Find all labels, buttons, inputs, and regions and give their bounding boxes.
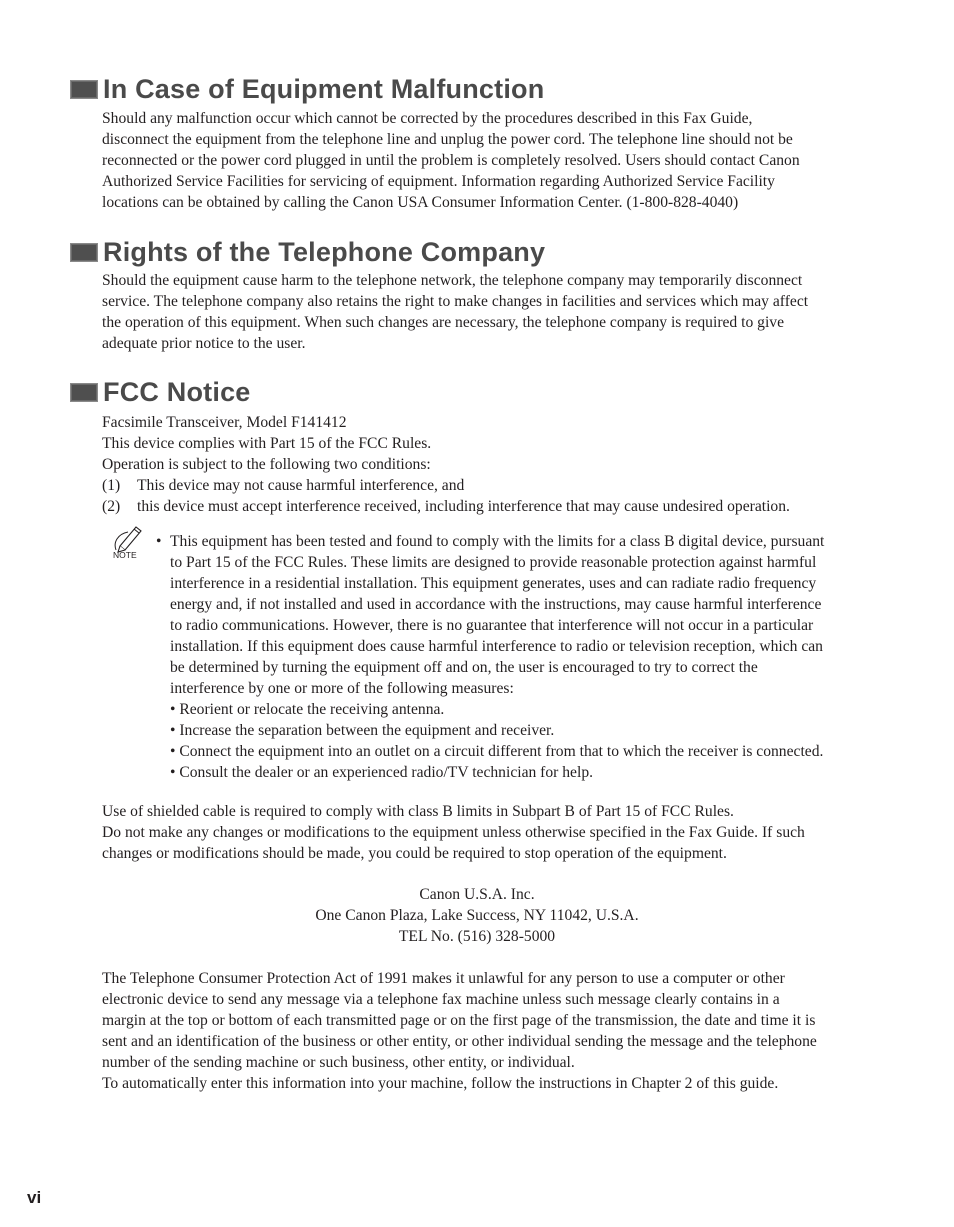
text-line: to radio communications. However, there is no guarantee that interference will not occur in a particular [170, 617, 814, 634]
text-line: Should any malfunction occur which cannot be corrected by the procedures described in this Fax Guide, [102, 110, 753, 127]
text-line: changes or modifications should be made, you could be required to stop operation of the equipment. [102, 845, 727, 862]
list-item: • Consult the dealer or an experienced radio/TV technician for help. [170, 764, 594, 781]
text-line: interference by one or more of the following measures: [170, 680, 514, 697]
text-line: energy and, if not installed and used in accordance with the instructions, may cause harmful interference [170, 596, 822, 613]
condition-item [102, 475, 464, 496]
text-line: Operation is subject to the following two conditions: [102, 456, 431, 473]
condition-number: (2) [102, 498, 121, 515]
text-line: Authorized Service Facilities for servicing of equipment. Information regarding Authorized Service Facility [102, 173, 775, 190]
condition-number: (1) [102, 477, 121, 494]
text-line: reconnected or the power cord plugged in until the problem is completely resolved. Users should contact Canon [102, 152, 800, 169]
text-line: locations can be obtained by calling the Canon USA Consumer Information Center. (1-800-828-4040) [102, 194, 739, 211]
text-line: interference in a residential installation. This equipment generates, uses and can radiate radio frequency [170, 575, 817, 592]
company-street: One Canon Plaza, Lake Success, NY 11042, U.S.A. [315, 907, 639, 924]
text-line: The Telephone Consumer Protection Act of 1991 makes it unlawful for any person to use a computer or other [102, 970, 785, 987]
page-number: vi [27, 1188, 42, 1207]
section-heading-malfunction [70, 72, 544, 106]
note-label: NOTE [113, 550, 137, 560]
text-line: sent and an identification of the business or other entity, or other individual sending the message and the telephone [102, 1033, 817, 1050]
text-line: Should the equipment cause harm to the telephone network, the telephone company may temporarily disconnect [102, 272, 803, 289]
heading-text: FCC Notice [103, 376, 251, 407]
company-phone: TEL No. (516) 328-5000 [398, 928, 556, 945]
company-address [0, 884, 954, 947]
rights-paragraph [102, 270, 892, 354]
text-line: Use of shielded cable is required to comply with class B limits in Subpart B of Part 15 of FCC Rules. [102, 803, 734, 820]
text-line: disconnect the equipment from the telephone line and unplug the power cord. The telephone line should not be [102, 131, 793, 148]
text-line: Facsimile Transceiver, Model F141412 [102, 414, 347, 431]
section-heading-fcc [70, 375, 251, 409]
heading-marker-icon [70, 80, 98, 99]
fcc-intro [102, 412, 892, 475]
section-heading-rights [70, 235, 545, 269]
list-item: • Reorient or relocate the receiving antenna. [170, 701, 445, 718]
text-line: adequate prior notice to the user. [102, 335, 306, 352]
text-line: Do not make any changes or modifications to the equipment unless otherwise specified in the Fax Guide. If such [102, 824, 805, 841]
text-line: number of the sending machine or such business, other entity, or individual. [102, 1054, 575, 1071]
note-bullet: • [156, 533, 162, 550]
heading-marker-icon [70, 383, 98, 402]
list-item: • Increase the separation between the equipment and receiver. [170, 722, 555, 739]
text-line: This equipment has been tested and found to comply with the limits for a class B digital device, pursuant [170, 533, 825, 550]
company-name: Canon U.S.A. Inc. [419, 886, 535, 903]
text-line: service. The telephone company also retains the right to make changes in facilities and services which may affect [102, 293, 809, 310]
text-line: be determined by turning the equipment off and on, the user is encouraged to try to correct the [170, 659, 758, 676]
text-line: to Part 15 of the FCC Rules. These limits are designed to provide reasonable protection against harmful [170, 554, 817, 571]
text-line: To automatically enter this information into your machine, follow the instructions in Chapter 2 of this guide. [102, 1075, 779, 1092]
list-item: • Connect the equipment into an outlet on a circuit different from that to which the receiver is connected. [170, 743, 824, 760]
malfunction-paragraph [102, 108, 892, 213]
heading-marker-icon [70, 243, 98, 262]
tcpa-paragraph [102, 968, 892, 1094]
condition-item [102, 496, 790, 517]
note-body [170, 531, 890, 783]
shielded-cable-paragraph [102, 801, 892, 864]
condition-text: this device must accept interference received, including interference that may cause undesired operation. [137, 498, 790, 515]
text-line: installation. If this equipment does cause harmful interference to radio or television reception, which can [170, 638, 823, 655]
text-line: electronic device to send any message via a telephone fax machine unless such message clearly contains in a [102, 991, 780, 1008]
condition-text: This device may not cause harmful interference, and [137, 477, 465, 494]
text-line: the operation of this equipment. When such changes are necessary, the telephone company is required to give [102, 314, 784, 331]
text-line: margin at the top or bottom of each transmitted page or on the first page of the transmission, the date and time it is [102, 1012, 816, 1029]
heading-text: Rights of the Telephone Company [103, 236, 546, 267]
text-line: This device complies with Part 15 of the FCC Rules. [102, 435, 432, 452]
heading-text: In Case of Equipment Malfunction [103, 73, 545, 104]
